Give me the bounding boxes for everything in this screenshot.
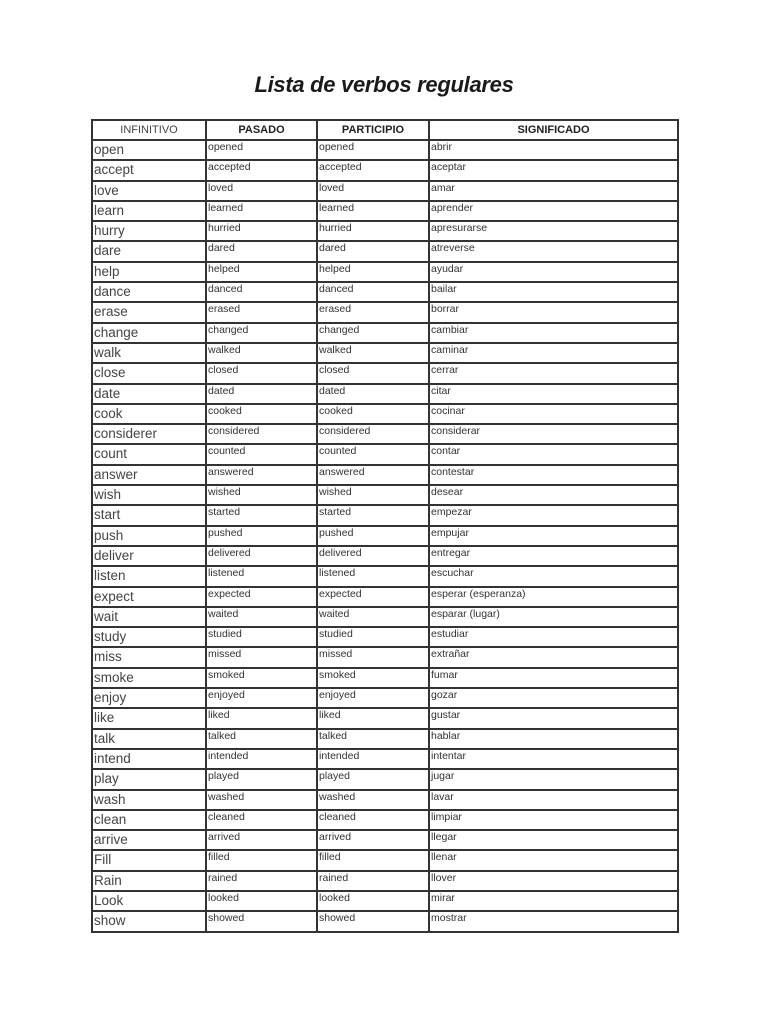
participle-cell: missed	[317, 647, 429, 667]
meaning-cell: citar	[429, 384, 678, 404]
meaning-cell: estudiar	[429, 627, 678, 647]
verbs-table	[91, 119, 679, 933]
meaning-cell: entregar	[429, 546, 678, 566]
past-cell: loved	[206, 181, 317, 201]
past-cell: studied	[206, 627, 317, 647]
infinitive-cell: hurry	[92, 221, 206, 241]
infinitive-cell: smoke	[92, 668, 206, 688]
participle-cell: enjoyed	[317, 688, 429, 708]
past-cell: smoked	[206, 668, 317, 688]
header-infinitivo: INFINITIVO	[92, 120, 206, 140]
meaning-cell: desear	[429, 485, 678, 505]
participle-cell: expected	[317, 587, 429, 607]
participle-cell: showed	[317, 911, 429, 931]
meaning-cell: llegar	[429, 830, 678, 850]
past-cell: dared	[206, 241, 317, 261]
table-row	[92, 668, 678, 688]
past-cell: liked	[206, 708, 317, 728]
meaning-cell: intentar	[429, 749, 678, 769]
table-row	[92, 160, 678, 180]
table-row	[92, 201, 678, 221]
infinitive-cell: Fill	[92, 850, 206, 870]
meaning-cell: esperar (esperanza)	[429, 587, 678, 607]
infinitive-cell: learn	[92, 201, 206, 221]
past-cell: looked	[206, 891, 317, 911]
participle-cell: started	[317, 505, 429, 525]
past-cell: accepted	[206, 160, 317, 180]
past-cell: intended	[206, 749, 317, 769]
meaning-cell: cocinar	[429, 404, 678, 424]
table-row	[92, 850, 678, 870]
table-row	[92, 181, 678, 201]
infinitive-cell: listen	[92, 566, 206, 586]
meaning-cell: llover	[429, 871, 678, 891]
table-row	[92, 911, 678, 931]
infinitive-cell: clean	[92, 810, 206, 830]
meaning-cell: mostrar	[429, 911, 678, 931]
infinitive-cell: enjoy	[92, 688, 206, 708]
meaning-cell: bailar	[429, 282, 678, 302]
past-cell: danced	[206, 282, 317, 302]
table-row	[92, 830, 678, 850]
participle-cell: counted	[317, 444, 429, 464]
participle-cell: loved	[317, 181, 429, 201]
table-row	[92, 221, 678, 241]
table-row	[92, 891, 678, 911]
infinitive-cell: push	[92, 526, 206, 546]
infinitive-cell: wait	[92, 607, 206, 627]
table-row	[92, 140, 678, 160]
table-row	[92, 546, 678, 566]
participle-cell: listened	[317, 566, 429, 586]
participle-cell: washed	[317, 790, 429, 810]
infinitive-cell: start	[92, 505, 206, 525]
table-row	[92, 323, 678, 343]
participle-cell: studied	[317, 627, 429, 647]
meaning-cell: considerar	[429, 424, 678, 444]
infinitive-cell: wash	[92, 790, 206, 810]
infinitive-cell: dance	[92, 282, 206, 302]
participle-cell: looked	[317, 891, 429, 911]
meaning-cell: escuchar	[429, 566, 678, 586]
participle-cell: answered	[317, 465, 429, 485]
infinitive-cell: walk	[92, 343, 206, 363]
infinitive-cell: wish	[92, 485, 206, 505]
participle-cell: erased	[317, 302, 429, 322]
table-row	[92, 404, 678, 424]
meaning-cell: cambiar	[429, 323, 678, 343]
past-cell: talked	[206, 729, 317, 749]
past-cell: dated	[206, 384, 317, 404]
infinitive-cell: Rain	[92, 871, 206, 891]
table-row	[92, 627, 678, 647]
meaning-cell: atreverse	[429, 241, 678, 261]
header-pasado: PASADO	[206, 120, 317, 140]
participle-cell: hurried	[317, 221, 429, 241]
meaning-cell: gustar	[429, 708, 678, 728]
past-cell: rained	[206, 871, 317, 891]
infinitive-cell: close	[92, 363, 206, 383]
table-row	[92, 424, 678, 444]
meaning-cell: caminar	[429, 343, 678, 363]
meaning-cell: empezar	[429, 505, 678, 525]
past-cell: showed	[206, 911, 317, 931]
participle-cell: wished	[317, 485, 429, 505]
participle-cell: intended	[317, 749, 429, 769]
past-cell: expected	[206, 587, 317, 607]
table-row	[92, 647, 678, 667]
infinitive-cell: miss	[92, 647, 206, 667]
table-row	[92, 587, 678, 607]
past-cell: filled	[206, 850, 317, 870]
table-row	[92, 688, 678, 708]
table-row	[92, 282, 678, 302]
table-header-row	[92, 120, 678, 140]
infinitive-cell: deliver	[92, 546, 206, 566]
participle-cell: dared	[317, 241, 429, 261]
table-row	[92, 262, 678, 282]
meaning-cell: abrir	[429, 140, 678, 160]
table-row	[92, 505, 678, 525]
past-cell: closed	[206, 363, 317, 383]
infinitive-cell: change	[92, 323, 206, 343]
meaning-cell: aprender	[429, 201, 678, 221]
meaning-cell: jugar	[429, 769, 678, 789]
meaning-cell: gozar	[429, 688, 678, 708]
participle-cell: smoked	[317, 668, 429, 688]
infinitive-cell: accept	[92, 160, 206, 180]
meaning-cell: apresurarse	[429, 221, 678, 241]
infinitive-cell: show	[92, 911, 206, 931]
table-row	[92, 749, 678, 769]
table-row	[92, 444, 678, 464]
meaning-cell: llenar	[429, 850, 678, 870]
header-significado: SIGNIFICADO	[429, 120, 678, 140]
past-cell: delivered	[206, 546, 317, 566]
meaning-cell: hablar	[429, 729, 678, 749]
infinitive-cell: considerer	[92, 424, 206, 444]
meaning-cell: esparar (lugar)	[429, 607, 678, 627]
past-cell: arrived	[206, 830, 317, 850]
participle-cell: liked	[317, 708, 429, 728]
participle-cell: waited	[317, 607, 429, 627]
table-row	[92, 526, 678, 546]
participle-cell: delivered	[317, 546, 429, 566]
infinitive-cell: expect	[92, 587, 206, 607]
infinitive-cell: dare	[92, 241, 206, 261]
past-cell: pushed	[206, 526, 317, 546]
infinitive-cell: study	[92, 627, 206, 647]
past-cell: learned	[206, 201, 317, 221]
past-cell: cleaned	[206, 810, 317, 830]
participle-cell: pushed	[317, 526, 429, 546]
participle-cell: helped	[317, 262, 429, 282]
past-cell: wished	[206, 485, 317, 505]
infinitive-cell: answer	[92, 465, 206, 485]
meaning-cell: ayudar	[429, 262, 678, 282]
meaning-cell: extrañar	[429, 647, 678, 667]
participle-cell: cleaned	[317, 810, 429, 830]
meaning-cell: contar	[429, 444, 678, 464]
infinitive-cell: cook	[92, 404, 206, 424]
infinitive-cell: help	[92, 262, 206, 282]
infinitive-cell: erase	[92, 302, 206, 322]
table-row	[92, 384, 678, 404]
table-row	[92, 465, 678, 485]
infinitive-cell: intend	[92, 749, 206, 769]
past-cell: missed	[206, 647, 317, 667]
header-participio: PARTICIPIO	[317, 120, 429, 140]
table-row	[92, 485, 678, 505]
table-row	[92, 769, 678, 789]
meaning-cell: lavar	[429, 790, 678, 810]
infinitive-cell: arrive	[92, 830, 206, 850]
participle-cell: opened	[317, 140, 429, 160]
infinitive-cell: like	[92, 708, 206, 728]
past-cell: waited	[206, 607, 317, 627]
past-cell: helped	[206, 262, 317, 282]
past-cell: hurried	[206, 221, 317, 241]
past-cell: considered	[206, 424, 317, 444]
meaning-cell: empujar	[429, 526, 678, 546]
past-cell: erased	[206, 302, 317, 322]
meaning-cell: contestar	[429, 465, 678, 485]
table-row	[92, 708, 678, 728]
infinitive-cell: Look	[92, 891, 206, 911]
participle-cell: dated	[317, 384, 429, 404]
participle-cell: changed	[317, 323, 429, 343]
participle-cell: closed	[317, 363, 429, 383]
past-cell: changed	[206, 323, 317, 343]
infinitive-cell: play	[92, 769, 206, 789]
table-row	[92, 343, 678, 363]
participle-cell: learned	[317, 201, 429, 221]
meaning-cell: borrar	[429, 302, 678, 322]
past-cell: opened	[206, 140, 317, 160]
past-cell: cooked	[206, 404, 317, 424]
table-row	[92, 302, 678, 322]
meaning-cell: aceptar	[429, 160, 678, 180]
participle-cell: talked	[317, 729, 429, 749]
participle-cell: accepted	[317, 160, 429, 180]
meaning-cell: mirar	[429, 891, 678, 911]
participle-cell: arrived	[317, 830, 429, 850]
page-title: Lista de verbos regulares	[254, 72, 514, 97]
participle-cell: rained	[317, 871, 429, 891]
infinitive-cell: talk	[92, 729, 206, 749]
participle-cell: walked	[317, 343, 429, 363]
participle-cell: played	[317, 769, 429, 789]
table-row	[92, 363, 678, 383]
infinitive-cell: count	[92, 444, 206, 464]
past-cell: counted	[206, 444, 317, 464]
infinitive-cell: love	[92, 181, 206, 201]
past-cell: listened	[206, 566, 317, 586]
past-cell: played	[206, 769, 317, 789]
table-row	[92, 607, 678, 627]
table-row	[92, 810, 678, 830]
participle-cell: filled	[317, 850, 429, 870]
table-row	[92, 790, 678, 810]
participle-cell: danced	[317, 282, 429, 302]
past-cell: enjoyed	[206, 688, 317, 708]
infinitive-cell: open	[92, 140, 206, 160]
meaning-cell: limpiar	[429, 810, 678, 830]
meaning-cell: fumar	[429, 668, 678, 688]
table-row	[92, 566, 678, 586]
infinitive-cell: date	[92, 384, 206, 404]
meaning-cell: amar	[429, 181, 678, 201]
table-row	[92, 729, 678, 749]
past-cell: started	[206, 505, 317, 525]
past-cell: answered	[206, 465, 317, 485]
table-row	[92, 871, 678, 891]
participle-cell: considered	[317, 424, 429, 444]
participle-cell: cooked	[317, 404, 429, 424]
table-row	[92, 241, 678, 261]
meaning-cell: cerrar	[429, 363, 678, 383]
past-cell: walked	[206, 343, 317, 363]
past-cell: washed	[206, 790, 317, 810]
